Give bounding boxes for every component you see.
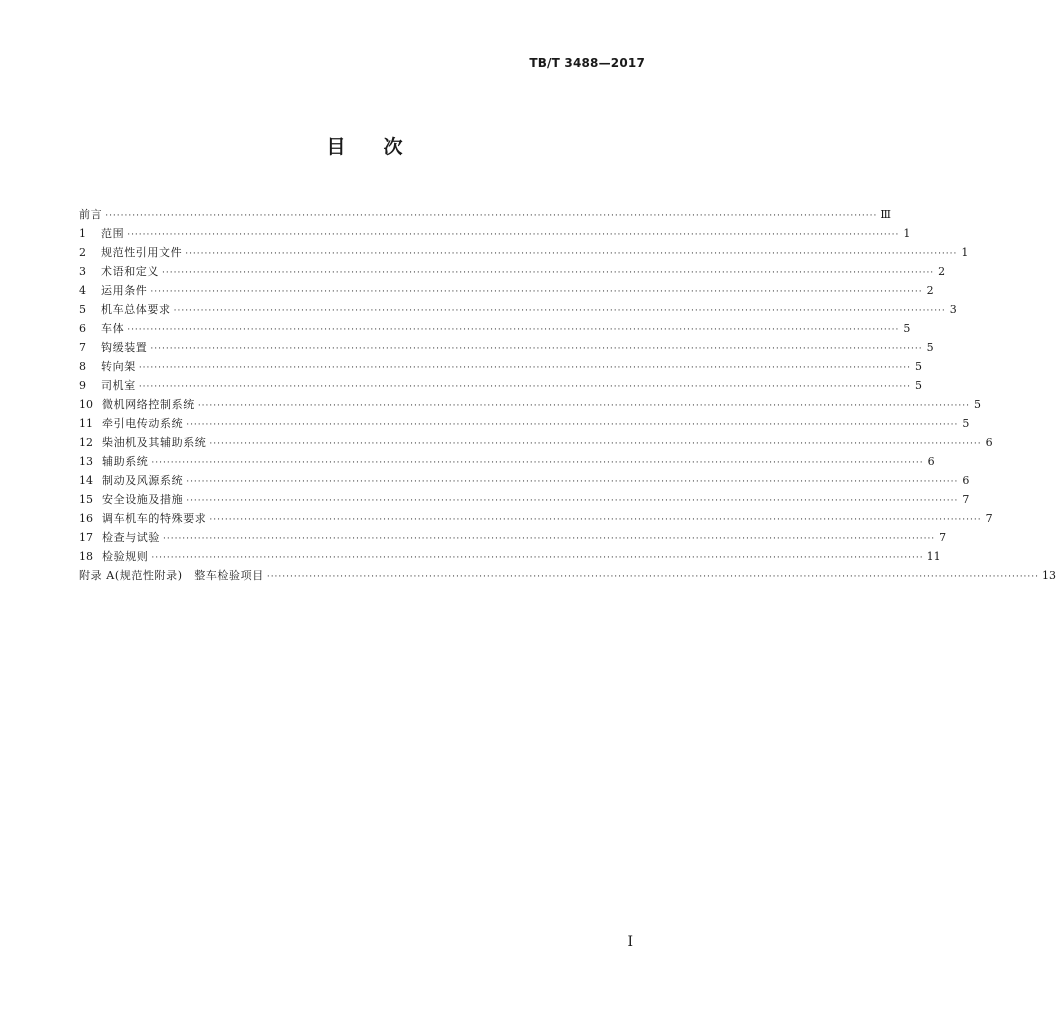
toc-entry-number: 15: [79, 493, 93, 506]
toc-entry-label: 调车机车的特殊要求: [102, 512, 207, 525]
toc-entry-number: 5: [79, 303, 86, 316]
toc-entry-page: 2: [926, 284, 934, 297]
toc-entry-label: 制动及风源系统: [102, 474, 184, 487]
toc-dot-leader: ········································································································································································································: [151, 553, 924, 563]
toc-entry-label: 安全设施及措施: [102, 493, 184, 506]
toc-entry[interactable]: [79, 471, 970, 490]
toc-entry-page: 1: [961, 246, 969, 259]
toc-entry[interactable]: [79, 547, 941, 566]
toc-entry-page: 1: [903, 227, 911, 240]
toc-dot-leader: ········································································································································································································: [162, 268, 935, 278]
toc-entry[interactable]: [79, 205, 891, 224]
toc-entry-label: 检验规则: [102, 550, 149, 563]
toc-entry-label: 司机室: [101, 379, 136, 392]
toc-entry-number: 8: [79, 360, 86, 373]
toc-dot-leader: ········································································································································································································: [186, 477, 959, 487]
toc-dot-leader: ········································································································································································································: [150, 287, 923, 297]
toc-entry-page: 3: [949, 303, 957, 316]
toc-entry-page: 5: [914, 379, 922, 392]
toc-entry-number: 14: [79, 474, 93, 487]
toc-entry-page: 6: [927, 455, 935, 468]
toc-title-part1: 目: [326, 136, 346, 158]
toc-entry-label: 附录 A(规范性附录) 整车检验项目: [79, 569, 264, 582]
toc-entry-number: 4: [79, 284, 86, 297]
toc-entry-label: 机车总体要求: [101, 303, 171, 316]
toc-entry-number: 17: [79, 531, 93, 544]
toc-entry[interactable]: [79, 376, 922, 395]
toc-entry-page: 11: [926, 550, 941, 563]
toc-entry-number: 18: [79, 550, 93, 563]
toc-entry-number: 10: [79, 398, 93, 411]
toc-entry-label: 检查与试验: [102, 531, 160, 544]
toc-entry-number: 7: [79, 341, 86, 354]
toc-entry[interactable]: [79, 452, 935, 471]
toc-entry[interactable]: [79, 566, 1056, 585]
toc-entry-page: Ⅲ: [880, 208, 891, 221]
toc-entry-page: 2: [938, 265, 946, 278]
toc-entry-label: 术语和定义: [101, 265, 159, 278]
toc-entry-number: 12: [79, 436, 93, 449]
toc-dot-leader: ········································································································································································································: [173, 306, 946, 316]
toc-entry-number: 13: [79, 455, 93, 468]
toc-entry-label: 微机网络控制系统: [102, 398, 195, 411]
toc-entry-page: 7: [985, 512, 993, 525]
toc-title-part2: 次: [383, 136, 403, 158]
toc-entry-number: 3: [79, 265, 86, 278]
toc-entry-page: 5: [926, 341, 934, 354]
toc-entry-page: 7: [939, 531, 947, 544]
toc-entry-page: 5: [903, 322, 911, 335]
toc-entry-label: 转向架: [101, 360, 136, 373]
toc-entry[interactable]: [79, 224, 911, 243]
toc-dot-leader: ········································································································································································································: [138, 382, 911, 392]
toc-dot-leader: ········································································································································································································: [127, 230, 900, 240]
toc-dot-leader: ········································································································································································································: [209, 439, 982, 449]
toc-entry[interactable]: [79, 338, 934, 357]
toc-dot-leader: ········································································································································································································: [197, 401, 970, 411]
toc-dot-leader: ········································································································································································································: [266, 572, 1039, 582]
toc-entry[interactable]: [79, 243, 969, 262]
toc-entry[interactable]: [79, 433, 993, 452]
toc-entry-label: 钩缓装置: [101, 341, 148, 354]
page-number: I: [627, 934, 633, 950]
toc-entry-label: 牵引电传动系统: [102, 417, 184, 430]
toc-dot-leader: ········································································································································································································: [150, 344, 923, 354]
toc-dot-leader: ········································································································································································································: [151, 458, 924, 468]
toc-entry-label: 范围: [101, 227, 125, 240]
toc-dot-leader: ········································································································································································································: [185, 249, 958, 259]
toc-entry-number: 6: [79, 322, 86, 335]
toc-entry[interactable]: [79, 490, 970, 509]
toc-dot-leader: ········································································································································································································: [105, 211, 878, 221]
toc-entry[interactable]: [79, 300, 957, 319]
toc-entry[interactable]: [79, 528, 947, 547]
toc-entry[interactable]: [79, 509, 993, 528]
toc-dot-leader: ········································································································································································································: [163, 534, 936, 544]
toc-entry[interactable]: [79, 319, 911, 338]
toc-list: [79, 205, 1056, 585]
toc-entry-page: 13: [1042, 569, 1056, 582]
toc-entry-number: 2: [79, 246, 86, 259]
toc-entry-page: 5: [914, 360, 922, 373]
toc-entry-label: 柴油机及其辅助系统: [102, 436, 207, 449]
toc-entry-page: 6: [962, 474, 970, 487]
toc-entry[interactable]: [79, 262, 946, 281]
toc-entry-label: 规范性引用文件: [101, 246, 183, 259]
toc-entry-number: 9: [79, 379, 86, 392]
toc-entry[interactable]: [79, 395, 981, 414]
toc-entry-page: 6: [985, 436, 993, 449]
toc-entry-number: 1: [79, 227, 86, 240]
toc-dot-leader: ········································································································································································································: [186, 496, 959, 506]
toc-entry-label: 车体: [101, 322, 125, 335]
toc-entry-page: 5: [962, 417, 970, 430]
toc-dot-leader: ········································································································································································································: [127, 325, 900, 335]
toc-entry[interactable]: [79, 414, 970, 433]
toc-entry-number: 11: [79, 417, 93, 430]
toc-entry-label: 前言: [79, 208, 103, 221]
toc-title: [0, 132, 729, 159]
toc-entry[interactable]: [79, 281, 934, 300]
toc-dot-leader: ········································································································································································································: [209, 515, 982, 525]
standard-code: TB/T 3488—2017: [529, 56, 645, 70]
toc-dot-leader: ········································································································································································································: [186, 420, 959, 430]
toc-entry-page: 5: [973, 398, 981, 411]
toc-entry-label: 运用条件: [101, 284, 148, 297]
toc-entry[interactable]: [79, 357, 922, 376]
toc-dot-leader: ········································································································································································································: [138, 363, 911, 373]
toc-entry-label: 辅助系统: [102, 455, 149, 468]
toc-entry-page: 7: [962, 493, 970, 506]
toc-entry-number: 16: [79, 512, 93, 525]
